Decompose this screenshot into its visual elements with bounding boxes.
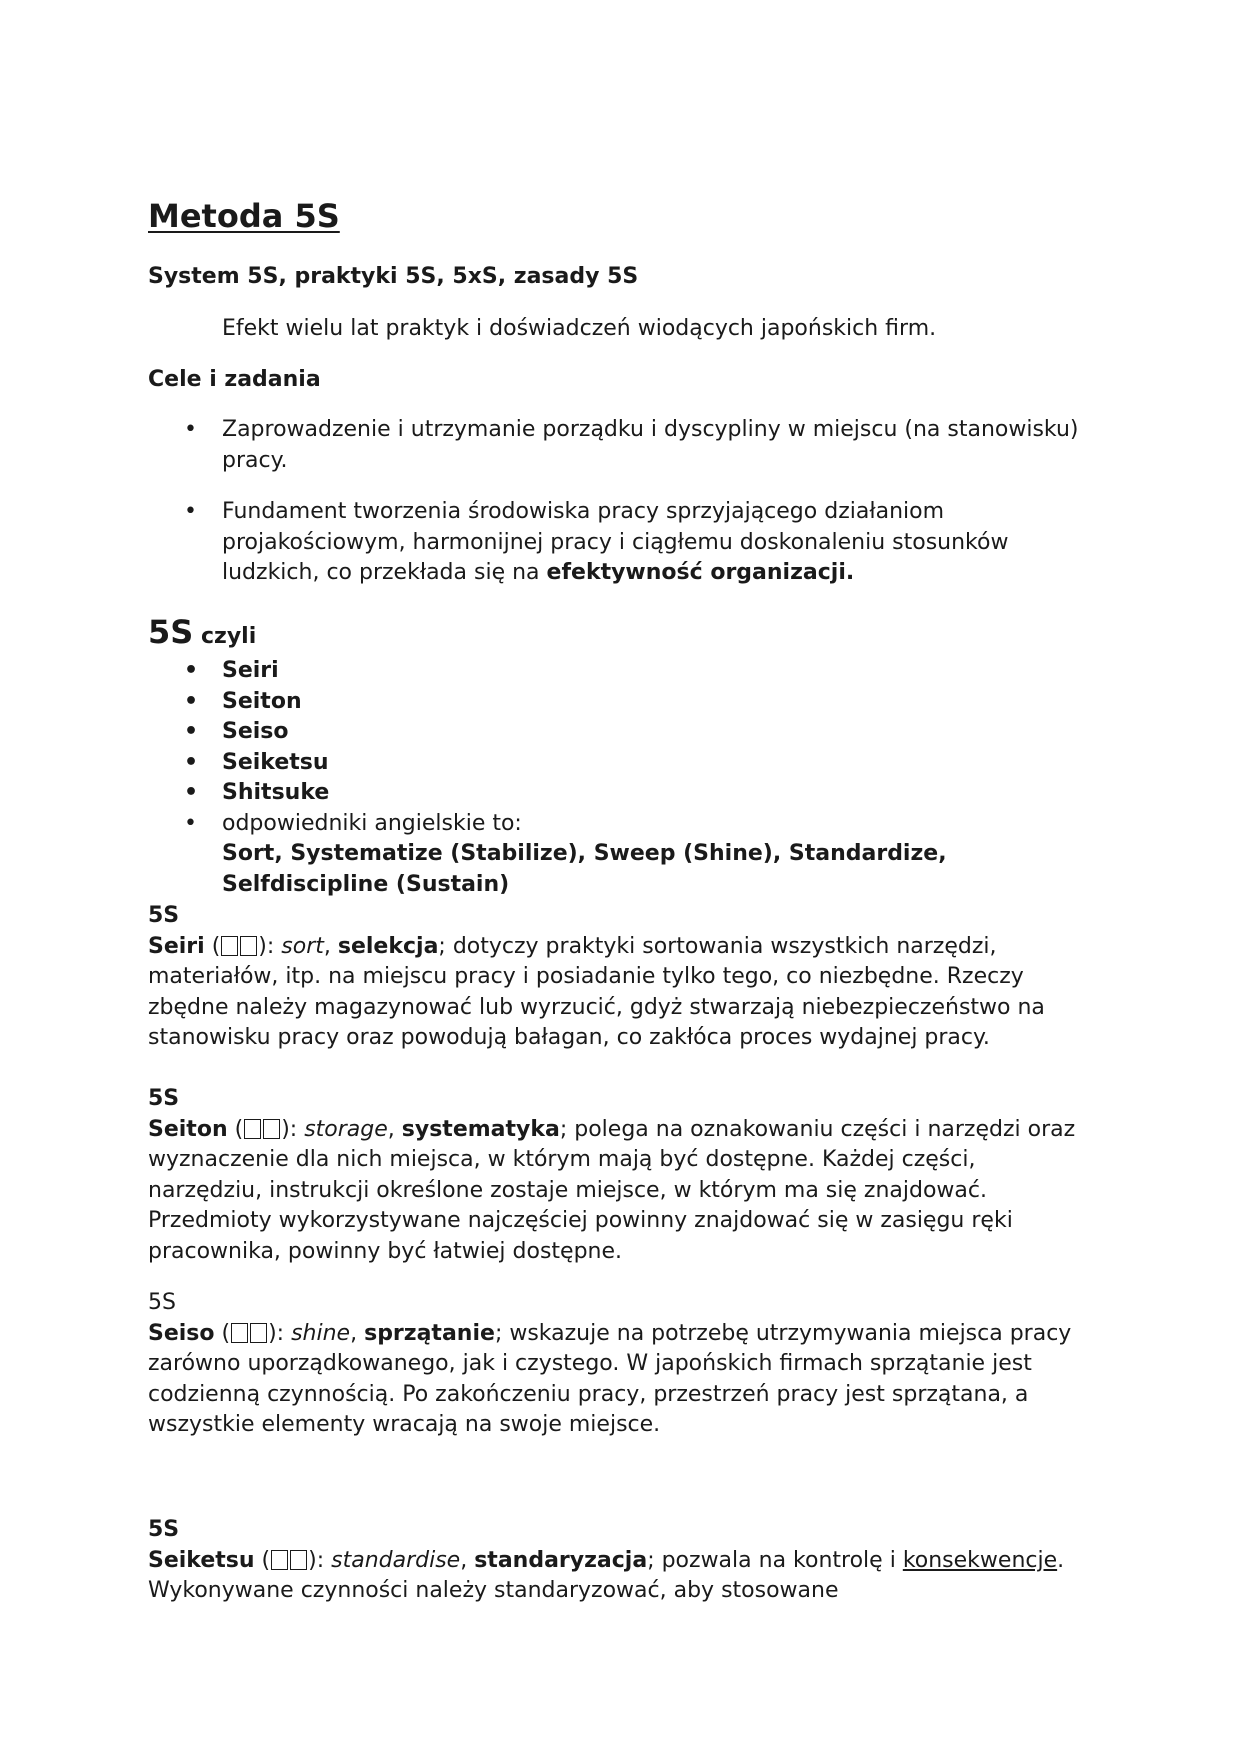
missing-glyph-icon	[271, 1550, 288, 1570]
paren-open: (	[204, 933, 221, 959]
underlined-term: konsekwencje	[902, 1547, 1058, 1573]
seiso-section	[148, 1288, 1088, 1441]
section-tag: 5S	[148, 903, 180, 928]
term-english: sort	[281, 933, 324, 959]
paren-open: (	[227, 1116, 244, 1142]
s-term: Seiri	[222, 658, 279, 683]
separator: ,	[323, 933, 338, 959]
bullet-icon: •	[184, 749, 199, 775]
section-tag: 5S	[148, 1086, 180, 1111]
term-polish: standaryzacja	[474, 1547, 648, 1573]
term-description-cont: . Wykonywane czynności należy standaryzować, aby stosowane	[148, 1547, 1065, 1603]
list-item	[148, 778, 1108, 809]
missing-glyph-icon	[240, 936, 257, 956]
seiketsu-paragraph	[148, 1546, 1088, 1607]
term-english: standardise	[331, 1547, 461, 1573]
page-title: Metoda 5S	[148, 197, 340, 235]
s-term: Shitsuke	[222, 780, 330, 805]
separator: ,	[387, 1116, 402, 1142]
s-term: Seiton	[222, 688, 302, 714]
seiton-section	[148, 1084, 1088, 1267]
paren-close: ):	[308, 1547, 332, 1573]
term-name: Seiketsu	[148, 1547, 255, 1573]
intro-text: Efekt wielu lat praktyk i doświadczeń wiodących japońskich firm.	[222, 316, 937, 341]
goal-text: Fundament tworzenia środowiska pracy sprzyjającego działaniom projakościowym, harmonijnej pracy i ciągłemu doskonaleniu stosunków ludzkich, co przekłada się na	[222, 499, 1009, 585]
list-item	[148, 656, 1108, 687]
term-description: ; dotyczy praktyki sortowania wszystkich narzędzi, materiałów, itp. na miejscu pracy i posiadanie tylko tego, co niezbędne. Rzeczy zbędne należy magazynować lub wyrzucić, gdyż stwarzają niebezpieczeństwo na stanowisku pracy oraz powodują bałagan, co zakłóca proces wydajnej pracy.	[148, 933, 1045, 1050]
s-term: Seiso	[222, 719, 289, 744]
missing-glyph-icon	[244, 1119, 261, 1139]
seiton-paragraph	[148, 1115, 1088, 1268]
separator: ,	[460, 1547, 475, 1573]
term-name: Seiri	[148, 933, 205, 959]
missing-glyph-icon	[231, 1323, 248, 1343]
s-term: Seiketsu	[222, 749, 329, 775]
list-item	[148, 748, 1108, 779]
missing-glyph-icon	[250, 1323, 267, 1343]
term-description: ; polega na oznakowaniu części i narzędzi oraz wyznaczenie dla nich miejsca, w którym mają być dostępne. Każdej części, narzędziu, instrukcji określone zostaje miejsce, w którym ma się znajdować. Przedmioty wykorzystywane najczęściej powinny znajdować się w zasięgu ręki pracownika, powinny być łatwiej dostępne.	[148, 1116, 1076, 1264]
seiso-paragraph	[148, 1319, 1088, 1441]
paren-close: ):	[268, 1320, 292, 1346]
section-heading-5s	[148, 612, 256, 657]
goal-text: Zaprowadzenie i utrzymanie porządku i dyscypliny w miejscu (na stanowisku) pracy.	[222, 417, 1079, 473]
seiketsu-section	[148, 1515, 1088, 1607]
goals-heading: Cele i zadania	[148, 367, 321, 392]
term-english: shine	[291, 1320, 351, 1346]
bullet-icon: •	[184, 810, 197, 836]
list-item	[148, 687, 1108, 718]
list-item	[148, 497, 1108, 589]
term-name: Seiton	[148, 1116, 228, 1142]
paren-open: (	[254, 1547, 271, 1573]
term-description: ; wskazuje na potrzebę utrzymywania miejsca pracy zarówno uporządkowanego, jak i czystego. W japońskich firmach sprzątanie jest codzienną czynnością. Po zakończeniu pracy, przestrzeń pracy jest sprzątana, a wszystkie elementy wracają na swoje miejsce.	[148, 1320, 1072, 1437]
paren-close: ):	[281, 1116, 305, 1142]
paren-close: ):	[258, 933, 282, 959]
list-item	[148, 809, 1108, 901]
term-polish: sprzątanie	[364, 1320, 495, 1346]
seiri-paragraph	[148, 932, 1088, 1054]
bullet-icon: •	[184, 658, 199, 683]
separator: ,	[350, 1320, 365, 1346]
goals-list	[148, 415, 1108, 589]
5s-list	[148, 656, 1108, 900]
missing-glyph-icon	[263, 1119, 280, 1139]
missing-glyph-icon	[221, 936, 238, 956]
bullet-icon: •	[184, 499, 197, 524]
bullet-icon: •	[184, 780, 199, 805]
term-polish: selekcja	[337, 933, 439, 959]
paren-open: (	[214, 1320, 231, 1346]
bullet-icon: •	[184, 719, 199, 744]
english-intro: odpowiedniki angielskie to:	[222, 810, 522, 836]
heading-5s-small: czyli	[193, 624, 257, 649]
section-tag: 5S	[148, 1517, 180, 1542]
term-description: ; pozwala na kontrolę i	[647, 1547, 903, 1573]
seiri-section	[148, 901, 1088, 1054]
list-item	[148, 717, 1108, 748]
missing-glyph-icon	[290, 1550, 307, 1570]
list-item	[148, 415, 1108, 476]
subtitle: System 5S, praktyki 5S, 5xS, zasady 5S	[148, 264, 639, 289]
term-polish: systematyka	[401, 1116, 560, 1142]
term-name: Seiso	[148, 1320, 215, 1346]
english-terms: Sort, Systematize (Stabilize), Sweep (Shine), Standardize, Selfdiscipline (Sustain)	[222, 841, 947, 897]
bullet-icon: •	[184, 688, 199, 714]
goal-emphasis: efektywność organizacji.	[546, 560, 855, 585]
heading-5s-big: 5S	[148, 613, 194, 651]
section-tag: 5S	[148, 1290, 176, 1315]
bullet-icon: •	[184, 417, 197, 442]
term-english: storage	[304, 1116, 388, 1142]
